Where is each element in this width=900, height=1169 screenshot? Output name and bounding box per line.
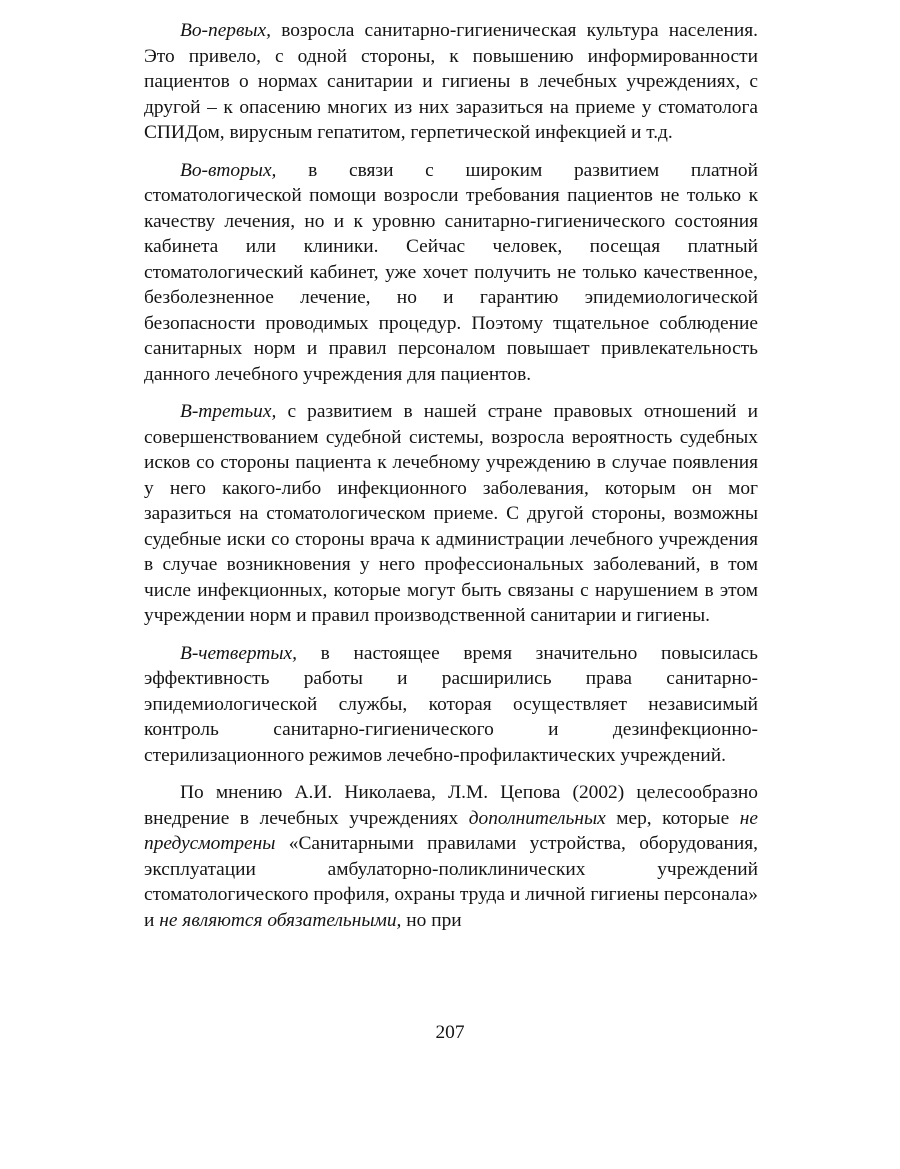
paragraph-lead: В-третьих, (180, 401, 277, 422)
emphasis-text: не являются обязательными, (159, 909, 402, 931)
paragraph-third (144, 399, 758, 629)
paragraph-lead: В-четвертых, (180, 642, 297, 664)
page-body (144, 18, 758, 933)
paragraph-text: в настоящее время значительно повысилась эффективность работы и расширились права санитарно-эпидемиологической службы, которая осуществляет независимый контроль санитарно-гигиенического и дезинфекционно-стерилизационного режимов лечебно-профилактических учреждений. (144, 642, 758, 766)
paragraph-text: «Санитарными правилами устройства, оборудования, эксплуатации амбулаторно-поликлинических учреждений стоматологического профиля, охраны труда и личной гигиены персонала» и (144, 833, 758, 931)
page-number: 207 (435, 1022, 465, 1043)
paragraph-last (144, 780, 758, 933)
paragraph-text: мер, которые (605, 807, 740, 829)
paragraph-fourth (144, 641, 758, 769)
paragraph-text: По мнению А.И. Николаева, Л.М. Цепова (2002) целесообразно внедрение в лечебных учреждениях (144, 782, 758, 829)
paragraph-text: с развитием в нашей стране правовых отношений и совершенствованием судебной системы, возросла вероятность судебных исков со стороны пациента к лечебному учреждению в случае появления у него какого-либо инфекционного заболевания, которым он мог заразиться на стоматологическом приеме. С другой стороны, возможны судебные иски со стороны врача к администрации лечебного учреждения в случае возникновения у него профессиональных заболеваний, в том числе инфекционных, которые могут быть связаны с нарушением в этом учреждении норм и правил производственной санитарии и гигиены. (144, 401, 758, 626)
paragraph-lead: Во-вторых, (180, 159, 277, 181)
paragraph-lead: Во-первых, (180, 20, 271, 41)
paragraph-text: в связи с широким развитием платной стоматологической помощи возросли требования пациентов не только к качеству лечения, но и к уровню санитарно-гигиенического состояния кабинета или клиники. Сейчас человек, посещая платный стоматологический кабинет, уже хочет получить не только качественное, безболезненное лечение, но и гарантию эпидемиологической безопасности проводимых процедур. Поэтому тщательное соблюдение санитарных норм и правил персоналом повышает привлекательность данного лечебного учреждения для пациентов. (144, 159, 758, 385)
paragraph-text: возросла санитарно-гигиеническая культура населения. Это привело, с одной стороны, к повышению информированности пациентов о нормах санитарии и гигиены в лечебных учреждениях, с другой – к опасению многих из них заразиться на приеме у стоматолога СПИДом, вирусным гепатитом, герпетической инфекцией и т.д. (144, 20, 758, 143)
emphasis-text: не предусмотрены (144, 807, 758, 854)
paragraph-first (144, 18, 758, 146)
paragraph-text: но при (401, 909, 462, 931)
emphasis-text: дополнительных (468, 807, 606, 829)
paragraph-second (144, 158, 758, 388)
